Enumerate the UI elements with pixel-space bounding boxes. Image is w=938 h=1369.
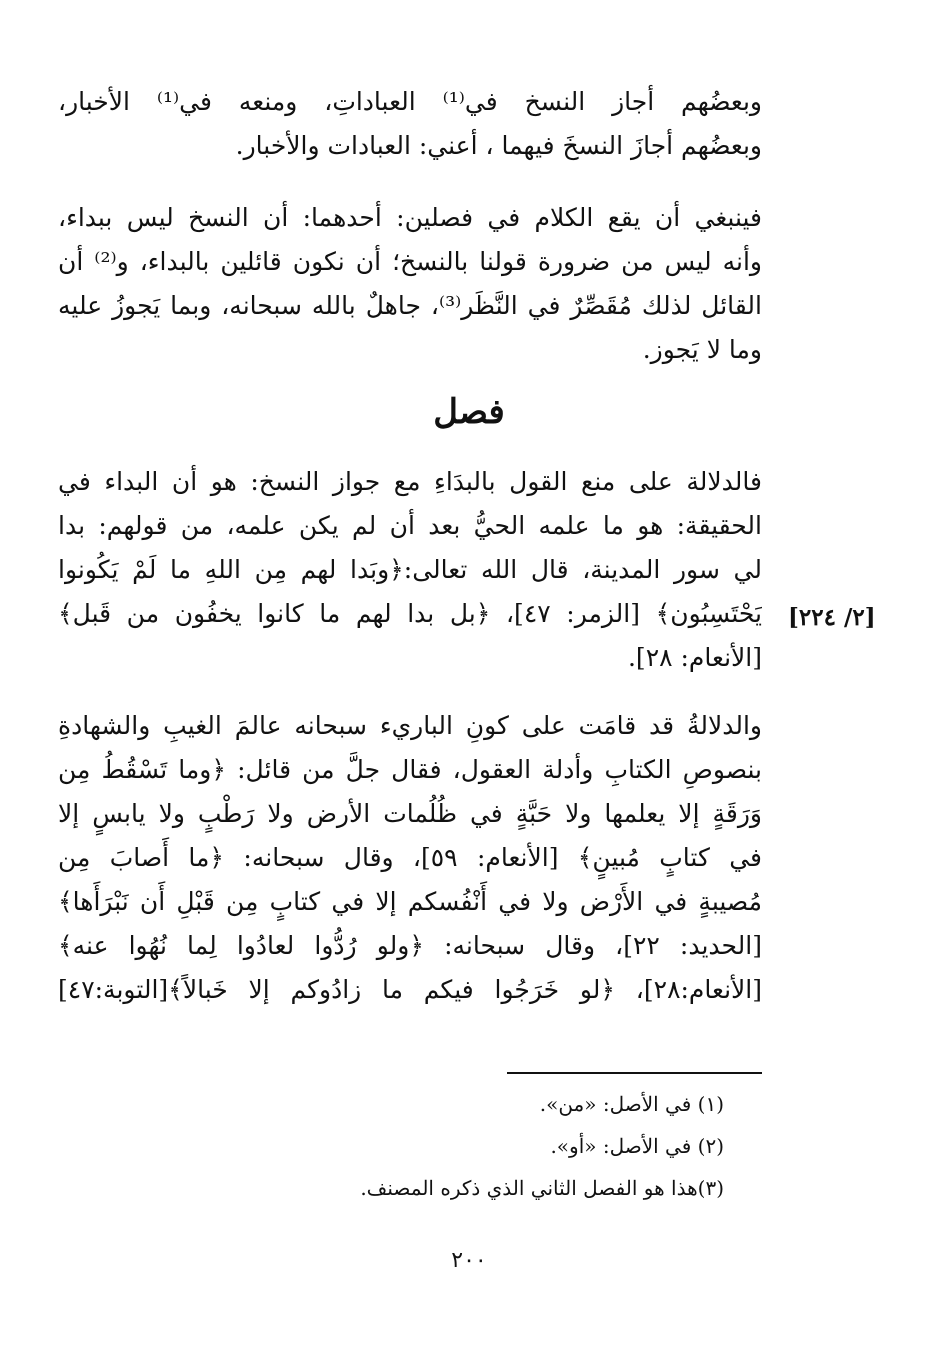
text-line: مُصيبةٍ في الأَرْض ولا في أَنْفُسكم إلا في كتابٍ مِن قَبْلِ أَن نَبْرَأَها﴾ [58,887,762,916]
text-line: فالدلالة على منع القول بالبدَاءِ مع جواز النسخ: هو أن البداء في [58,467,762,496]
text-line: الحقيقة: هو ما علمه الحيُّ بعد أن لم يكن علمه، من قولهم: بدا [58,511,762,540]
text-line: وما لا يَجوز. [642,335,762,364]
text-line: القائل لذلك مُقَصِّرٌ في النَّظَر⁽³⁾، جاهلٌ بالله سبحانه، وبما يَجوزُ عليه [58,291,762,320]
footnote-2: (٢) في الأصل: «أو». [550,1134,724,1158]
text-line: لي سور المدينة، قال الله تعالى:﴿وبَدا لهم مِن اللهِ ما لَمْ يَكُونوا [58,555,762,584]
text-line: فينبغي أن يقع الكلام في فصلين: أحدهما: أن النسخ ليس ببداء، [58,203,762,232]
text-line: في كتابٍ مُبينٍ﴾ [الأنعام: ٥٩]، وقال سبحانه: ﴿ما أَصابَ مِن [58,843,762,872]
text-line: والدلالةُ قد قامَت على كونِ الباريء سبحانه عالمَ الغيبِ والشهادةِ [58,711,762,740]
text-line: بنصوصِ الكتابِ وأدلة العقول، فقال جلَّ من قائل: ﴿وما تَسْقُطُ مِن [58,755,762,784]
footnote-3: (٣)هذا هو الفصل الثاني الذي ذكره المصنف. [360,1176,724,1200]
text-line: يَحْتَسِبُون﴾ [الزمر: ٤٧]، ﴿بل بدا لهم ما كانوا يخفُون من قَبل﴾ [58,599,762,628]
text-line: [الأنعام:٢٨]، ﴿لو خَرَجُوا فيكم ما زادُوكم إلا خَبالاً﴾[التوبة:٤٧] [58,975,762,1004]
footnote-1: (١) في الأصل: «من». [539,1092,724,1116]
text-line: [الحديد: ٢٢]، وقال سبحانه: ﴿ولو رُدُّوا لعادُوا لِما نُهُوا عنه﴾ [58,931,762,960]
margin-page-reference: [٢/ ٢٢٤] [788,604,876,631]
text-line: وَرَقَةٍ إلا يعلمها ولا حَبَّةٍ في ظُلُمات الأرض ولا رَطْبٍ ولا يابسٍ إلا [58,799,762,828]
footnote-separator [507,1072,762,1074]
text-line: وأنه ليس من ضرورة قولنا بالنسخ؛ أن نكون قائلين بالبداء، و⁽²⁾ أن [58,247,762,276]
text-line: وبعضُهم أجازَ النسخَ فيهما ، أعني: العبادات والأخبار. [235,131,762,160]
text-line: وبعضُهم أجاز النسخ في⁽¹⁾ العباداتِ، ومنعه في⁽¹⁾ الأخبار، [58,87,762,116]
text-line: [الأنعام: ٢٨]. [627,643,762,672]
page-number: ٢٠٠ [451,1248,487,1273]
section-heading: فصل [433,392,505,432]
